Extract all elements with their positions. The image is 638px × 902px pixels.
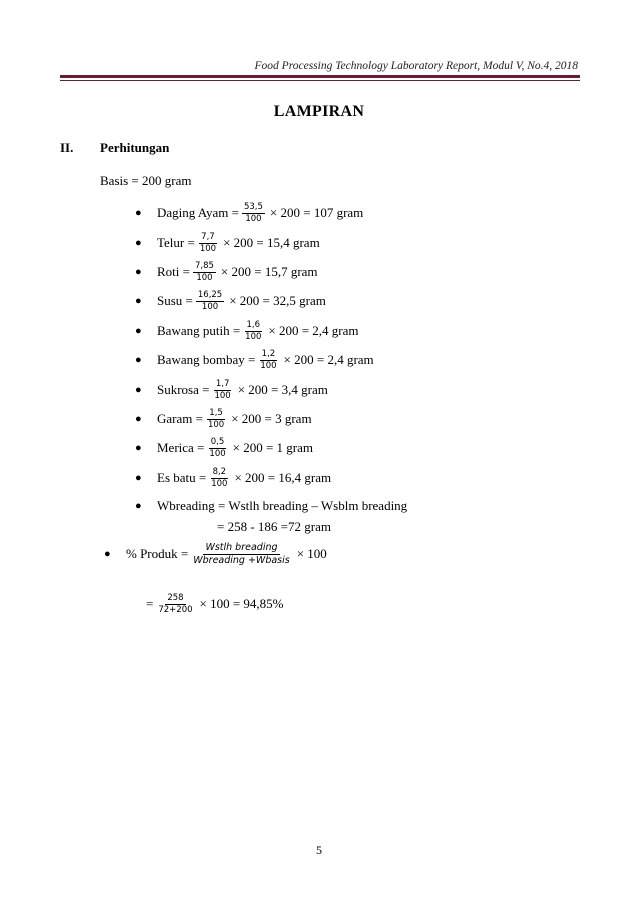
fraction-denominator: 100 <box>209 448 226 459</box>
item-result: × 200 = 2,4 gram <box>268 323 359 339</box>
item-label: Roti = <box>157 264 190 280</box>
calc-item-susu <box>135 291 326 312</box>
bullet-icon: ● <box>135 442 142 455</box>
wbreading-formula: Wbreading = Wstlh breading – Wsblm breading <box>157 498 408 513</box>
fraction <box>212 380 232 401</box>
fraction-denominator: 100 <box>201 301 219 312</box>
item-label: Bawang bombay = <box>157 352 256 368</box>
item-label: Merica = <box>157 440 205 456</box>
fraction <box>209 468 229 489</box>
item-result: × 200 = 3,4 gram <box>237 382 328 398</box>
header-text: Food Processing Technology Laboratory Report, Modul V, No.4, 2018 <box>254 60 578 72</box>
fraction-numerator: 7,85 <box>194 261 214 271</box>
bullet-icon: ● <box>104 548 111 561</box>
fraction-denominator: 100 <box>214 390 231 401</box>
fraction-numerator: 1,7 <box>215 379 230 389</box>
fraction-numerator: 1,5 <box>209 408 223 418</box>
item-label: Garam = <box>157 411 203 427</box>
fraction-numerator: 8,2 <box>212 467 227 477</box>
bullet-icon: ● <box>135 500 142 512</box>
fraction-denominator: 100 <box>245 213 262 224</box>
calc-item-wbreading <box>135 498 407 514</box>
fraction-numerator: 1,2 <box>261 349 276 359</box>
calc-item-garam <box>135 409 312 430</box>
section-number: II. <box>60 140 74 155</box>
calc-item-daging-ayam <box>135 203 363 224</box>
page-title: LAMPIRAN <box>273 103 365 120</box>
bullet-icon: ● <box>135 237 142 250</box>
header-rule-thick <box>60 75 580 78</box>
section-title: Perhitungan <box>100 140 170 155</box>
page-number: 5 <box>316 843 322 857</box>
wbreading-calc: = 258 - 186 =72 gram <box>217 519 331 534</box>
item-label: Es batu = <box>157 470 207 486</box>
item-label: Susu = <box>157 293 193 309</box>
produk-result: × 100 <box>296 546 327 562</box>
calc-item-bawang-bombay <box>135 350 374 371</box>
item-result: × 200 = 15,4 gram <box>223 235 320 251</box>
item-result: × 200 = 3 gram <box>231 411 312 427</box>
bullet-icon: ● <box>135 207 142 220</box>
calc-item-es-batu <box>135 468 331 489</box>
fraction <box>193 262 216 283</box>
calc-item-produk <box>104 543 327 566</box>
fraction <box>243 321 263 342</box>
fraction-numerator: 0,5 <box>210 437 225 447</box>
fraction <box>207 438 227 459</box>
fraction <box>156 594 194 615</box>
fraction-numerator: 258 <box>167 593 184 603</box>
calc-item-merica <box>135 438 313 459</box>
fraction-denominator: 72+200 <box>158 604 193 615</box>
fraction <box>196 291 224 312</box>
fraction-numerator: 16,25 <box>197 290 223 300</box>
fraction <box>198 233 218 254</box>
bullet-icon: ● <box>135 413 142 426</box>
section-heading <box>60 140 169 156</box>
fraction-numerator: 7,7 <box>201 232 215 242</box>
bullet-icon: ● <box>135 266 142 279</box>
fraction <box>206 409 226 430</box>
item-result: × 200 = 15,7 gram <box>220 264 318 280</box>
produk-calc-prefix: = <box>146 596 154 612</box>
bullet-icon: ● <box>135 354 142 367</box>
item-label: Bawang putih = <box>157 323 241 339</box>
calc-item-roti <box>135 262 318 283</box>
calc-item-sukrosa <box>135 380 328 401</box>
produk-calc-result: × 100 = 94,85% <box>199 596 284 612</box>
fraction-denominator: Wbreading +Wbasis <box>193 554 290 566</box>
bullet-icon: ● <box>135 384 142 397</box>
fraction-denominator: 100 <box>211 478 228 489</box>
fraction-numerator: 1,6 <box>246 320 261 330</box>
produk-label: % Produk = <box>126 546 189 562</box>
fraction <box>191 543 291 566</box>
bullet-icon: ● <box>135 325 142 338</box>
fraction-numerator: Wstlh breading <box>205 542 278 553</box>
item-label: Daging Ayam = <box>157 205 239 221</box>
fraction-denominator: 100 <box>196 272 213 283</box>
basis-text: Basis = 200 gram <box>100 173 192 188</box>
bullet-icon: ● <box>135 295 142 308</box>
item-result: × 200 = 1 gram <box>232 440 314 456</box>
item-label: Sukrosa = <box>157 382 210 398</box>
fraction-denominator: 100 <box>207 419 225 430</box>
item-label: Telur = <box>157 235 195 251</box>
header-rule-thin <box>60 80 580 81</box>
fraction-denominator: 100 <box>245 331 262 342</box>
item-result: × 200 = 2,4 gram <box>283 352 374 368</box>
fraction <box>242 203 265 224</box>
item-result: × 200 = 32,5 gram <box>229 293 326 309</box>
fraction-denominator: 100 <box>260 360 277 371</box>
fraction <box>258 350 278 371</box>
item-result: × 200 = 16,4 gram <box>234 470 332 486</box>
wbreading-calc-row <box>217 519 331 535</box>
produk-calc-row <box>146 594 284 615</box>
item-result: × 200 = 107 gram <box>269 205 364 221</box>
fraction-numerator: 53,5 <box>243 202 263 212</box>
calc-item-bawang-putih <box>135 321 359 342</box>
fraction-denominator: 100 <box>199 243 217 254</box>
calc-item-telur <box>135 233 320 254</box>
bullet-icon: ● <box>135 472 142 485</box>
